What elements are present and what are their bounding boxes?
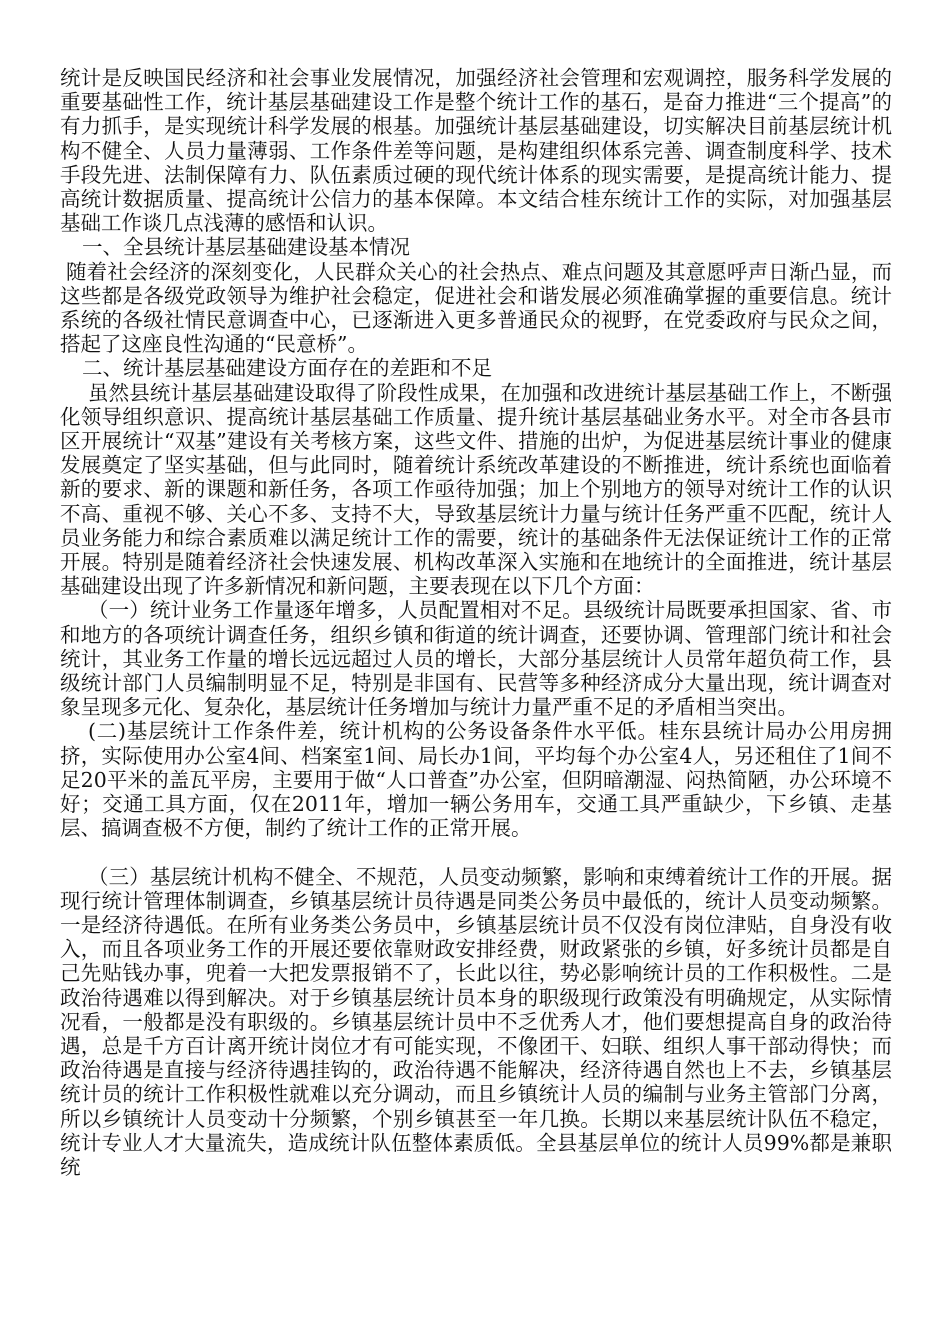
point-2-paragraph: (二)基层统计工作条件差，统计机构的公务设备条件水平低。桂东县统计局办公用房拥挤，实际使用办公室4间、档案室1间、局长办1间，平均每个办公室4人，另还租住了1间不足20平米的盖瓦平房，主要用于做“人口普查”办公室，但阴暗潮湿、闷热简陋，办公环境不好；交通工具方面，仅在2011年，增加一辆公务用车，交通工具严重缺少，下乡镇、走基层、搞调查极不方便，制约了统计工作的正常开展。 (60, 719, 892, 841)
section-2-paragraph: 虽然县统计基层基础建设取得了阶段性成果，在加强和改进统计基层基础工作上，不断强化领导组织意识、提高统计基层基础工作质量、提升统计基层基础业务水平。对全市各县市区开展统计“双基”建设有关考核方案，这些文件、措施的出炉，为促进基层统计事业的健康发展奠定了坚实基础，但与此同时，随着统计系统改革建设的不断推进，统计系统也面临着新的要求、新的课题和新任务，各项工作亟待加强；加上个别地方的领导对统计工作的认识不高、重视不够、关心不多、支持不大，导致基层统计力量与统计任务严重不匹配，统计人员业务能力和综合素质难以满足统计工作的需要，统计的基础条件无法保证统计工作的正常开展。特别是随着经济社会快速发展、机构改革深入实施和在地统计的全面推进，统计基层基础建设出现了许多新情况和新问题，主要表现在以下几个方面： (60, 380, 892, 599)
paragraph-gap (60, 841, 892, 865)
section-heading-2: 二、统计基层基础建设方面存在的差距和不足 (82, 356, 492, 381)
point-3-paragraph: （三）基层统计机构不健全、不规范，人员变动频繁，影响和束缚着统计工作的开展。据现行统计管理体制调查，乡镇基层统计员待遇是同类公务员中最低的，统计人员变动频繁。一是经济待遇低。在所有业务类公务员中，乡镇基层统计员不仅没有岗位津贴，自身没有收入，而且各项业务工作的开展还要依靠财政安排经费，财政紧张的乡镇，好多统计员都是自己先贴钱办事，兜着一大把发票报销不了，长此以往，势必影响统计员的工作积极性。二是政治待遇难以得到解决。对于乡镇基层统计员本身的职级现行政策没有明确规定，从实际情况看，一般都是没有职级的。乡镇基层统计员中不乏优秀人才，他们要想提高自身的政治待遇，总是千方百计离开统计岗位才有可能实现，不像团干、妇联、组织人事干部动得快；而政治待遇是直接与经济待遇挂钩的，政治待遇不能解决，经济待遇自然也上不去，乡镇基层统计员的统计工作积极性就难以充分调动，而且乡镇统计人员的编制与业务主管部门分离，所以乡镇统计人员变动十分频繁，个别乡镇甚至一年几换。长期以来基层统计队伍不稳定，统计专业人才大量流失，造成统计队伍整体素质低。全县基层单位的统计人员99%都是兼职统 (60, 864, 892, 1179)
document-page (60, 66, 892, 1179)
intro-paragraph: 统计是反映国民经济和社会事业发展情况，加强经济社会管理和宏观调控，服务科学发展的重要基础性工作，统计基层基础建设工作是整个统计工作的基石，是奋力推进“三个提高”的有力抓手，是实现统计科学发展的根基。加强统计基层基础建设，切实解决目前基层统计机构不健全、人员力量薄弱、工作条件差等问题，是构建组织体系完善、调查制度科学、技术手段先进、法制保障有力、队伍素质过硬的现代统计体系的现实需要，是提高统计能力、提高统计数据质量、提高统计公信力的基本保障。本文结合桂东统计工作的实际，对加强基层基础工作谈几点浅薄的感悟和认识。 (60, 66, 892, 236)
section-heading-1: 一、全县统计基层基础建设基本情况 (82, 235, 410, 260)
section-1-paragraph: 随着社会经济的深刻变化，人民群众关心的社会热点、难点问题及其意愿呼声日渐凸显，而这些都是各级党政领导为维护社会稳定，促进社会和谐发展必须准确掌握的重要信息。统计系统的各级社情民意调查中心，已逐渐进入更多普通民众的视野，在党委政府与民众之间，搭起了这座良性沟通的“民意桥”。 (60, 259, 892, 357)
point-1-paragraph: （一）统计业务工作量逐年增多，人员配置相对不足。县级统计局既要承担国家、省、市和地方的各项统计调查任务，组织乡镇和街道的统计调查，还要协调、管理部门统计和社会统计，其业务工作量的增长远远超过人员的增长，大部分基层统计人员常年超负荷工作，县级统计部门人员编制明显不足，特别是非国有、民营等多种经济成分大量出现，统计调查对象呈现多元化、复杂化，基层统计任务增加与统计力量严重不足的矛盾相当突出。 (60, 598, 892, 720)
